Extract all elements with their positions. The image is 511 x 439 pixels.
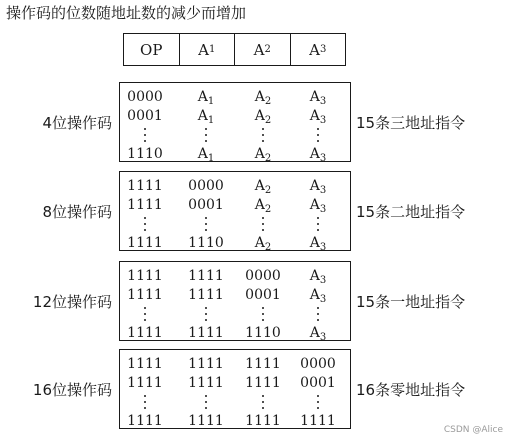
opcode-cell: 0000 bbox=[188, 178, 224, 194]
opcode-cell: $A_3$ bbox=[309, 235, 327, 253]
opcode-cell: 1110 bbox=[127, 146, 163, 162]
vertical-ellipsis-icon bbox=[262, 128, 264, 142]
vertical-ellipsis-icon bbox=[262, 217, 264, 231]
opcode-cell: 0001 bbox=[300, 375, 336, 391]
instruction-count-label: 15条三地址指令 bbox=[356, 114, 466, 132]
opcode-cell: 1111 bbox=[127, 375, 163, 391]
vertical-ellipsis-icon bbox=[205, 395, 207, 409]
header-a3: A 3 bbox=[290, 34, 346, 65]
instruction-count-label: 15条二地址指令 bbox=[356, 203, 466, 221]
diagram-title: 操作码的位数随地址数的减少而增加 bbox=[6, 4, 247, 22]
header-a2: A 2 bbox=[234, 34, 290, 65]
opcode-cell: 1111 bbox=[127, 325, 163, 341]
opcode-cell: $A_1$ bbox=[197, 108, 215, 126]
vertical-ellipsis-icon bbox=[317, 395, 319, 409]
opcode-cell: $A_3$ bbox=[309, 268, 327, 286]
opcode-cell: 1111 bbox=[188, 356, 224, 372]
vertical-ellipsis-icon bbox=[205, 217, 207, 231]
opcode-cell: $A_1$ bbox=[197, 146, 215, 164]
opcode-cell: 1110 bbox=[245, 325, 281, 341]
watermark: CSDN @Alice bbox=[443, 425, 503, 435]
opcode-cell: 1111 bbox=[127, 235, 163, 251]
opcode-length-label: 8位操作码 bbox=[42, 203, 112, 221]
vertical-ellipsis-icon bbox=[144, 395, 146, 409]
opcode-cell: 0001 bbox=[245, 287, 281, 303]
header-op: OP bbox=[140, 40, 163, 59]
opcode-cell: 1111 bbox=[127, 178, 163, 194]
opcode-cell: 1111 bbox=[188, 325, 224, 341]
vertical-ellipsis-icon bbox=[262, 395, 264, 409]
opcode-cell: 0000 bbox=[127, 89, 163, 105]
opcode-cell: $A_3$ bbox=[309, 146, 327, 164]
opcode-cell: 1111 bbox=[188, 413, 224, 429]
opcode-length-label: 4位操作码 bbox=[42, 114, 112, 132]
opcode-cell: 1111 bbox=[127, 413, 163, 429]
opcode-cell: $A_1$ bbox=[197, 89, 215, 107]
opcode-cell: 1111 bbox=[188, 268, 224, 284]
opcode-block bbox=[119, 171, 351, 251]
instruction-format-header bbox=[123, 33, 346, 66]
vertical-ellipsis-icon bbox=[144, 128, 146, 142]
header-a1: A 1 bbox=[179, 34, 235, 65]
opcode-cell: 1111 bbox=[300, 413, 336, 429]
opcode-cell: 1111 bbox=[245, 375, 281, 391]
opcode-length-label: 16位操作码 bbox=[32, 381, 112, 399]
opcode-cell: $A_2$ bbox=[254, 108, 272, 126]
opcode-cell: 1111 bbox=[245, 356, 281, 372]
vertical-ellipsis-icon bbox=[317, 217, 319, 231]
vertical-ellipsis-icon bbox=[205, 307, 207, 321]
opcode-cell: $A_3$ bbox=[309, 178, 327, 196]
opcode-cell: $A_2$ bbox=[254, 197, 272, 215]
opcode-cell: $A_2$ bbox=[254, 89, 272, 107]
opcode-cell: $A_2$ bbox=[254, 235, 272, 253]
opcode-cell: 1111 bbox=[127, 197, 163, 213]
opcode-cell: 1111 bbox=[245, 413, 281, 429]
opcode-cell: $A_3$ bbox=[309, 287, 327, 305]
opcode-cell: 1111 bbox=[127, 356, 163, 372]
opcode-cell: 0000 bbox=[245, 268, 281, 284]
opcode-cell: 0001 bbox=[188, 197, 224, 213]
opcode-block bbox=[119, 82, 351, 162]
opcode-length-label: 12位操作码 bbox=[32, 293, 112, 311]
instruction-count-label: 16条零地址指令 bbox=[356, 381, 466, 399]
opcode-cell: 1111 bbox=[127, 268, 163, 284]
opcode-cell: $A_3$ bbox=[309, 325, 327, 343]
opcode-cell: $A_2$ bbox=[254, 178, 272, 196]
opcode-cell: 1111 bbox=[188, 287, 224, 303]
opcode-cell: $A_3$ bbox=[309, 89, 327, 107]
opcode-cell: $A_2$ bbox=[254, 146, 272, 164]
vertical-ellipsis-icon bbox=[144, 217, 146, 231]
opcode-cell: $A_3$ bbox=[309, 108, 327, 126]
opcode-cell: 1111 bbox=[127, 287, 163, 303]
opcode-cell: $A_3$ bbox=[309, 197, 327, 215]
opcode-cell: 0001 bbox=[127, 108, 163, 124]
opcode-cell: 1111 bbox=[188, 375, 224, 391]
instruction-count-label: 15条一地址指令 bbox=[356, 293, 466, 311]
opcode-cell: 1110 bbox=[188, 235, 224, 251]
vertical-ellipsis-icon bbox=[317, 307, 319, 321]
vertical-ellipsis-icon bbox=[144, 307, 146, 321]
vertical-ellipsis-icon bbox=[262, 307, 264, 321]
opcode-block bbox=[119, 261, 351, 341]
opcode-block bbox=[119, 349, 351, 429]
opcode-cell: 0000 bbox=[300, 356, 336, 372]
vertical-ellipsis-icon bbox=[317, 128, 319, 142]
vertical-ellipsis-icon bbox=[205, 128, 207, 142]
